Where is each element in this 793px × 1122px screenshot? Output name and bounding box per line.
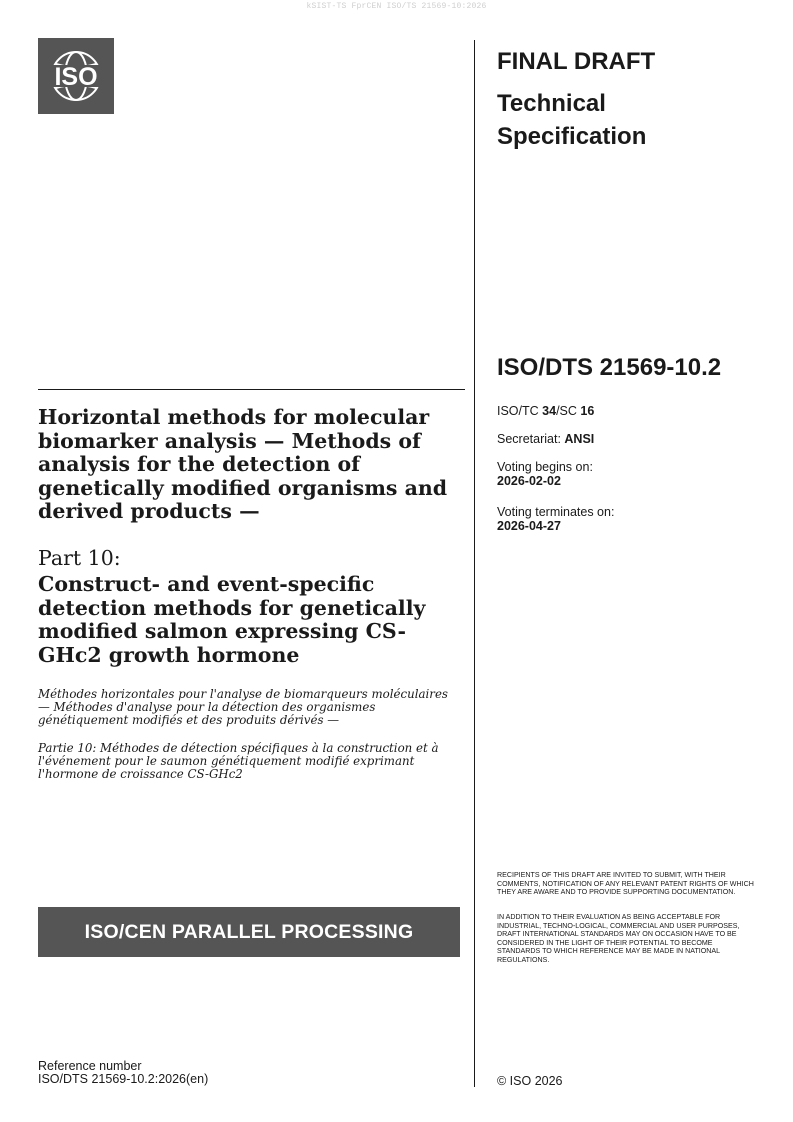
voting-begins-label: Voting begins on: bbox=[497, 460, 593, 474]
voting-begins-date: 2026-02-02 bbox=[497, 474, 561, 488]
document-reference: ISO/DTS 21569-10.2 bbox=[497, 354, 722, 381]
main-title: Horizontal methods for molecular biomarker analysis — Methods of analysis for the detection of genetically modified organisms and derived products — bbox=[38, 405, 448, 523]
copyright: © ISO 2026 bbox=[497, 1074, 563, 1088]
final-draft-label: FINAL DRAFT bbox=[497, 48, 656, 75]
reference-label: Reference number bbox=[38, 1059, 142, 1073]
watermark: kSIST-TS FprCEN ISO/TS 21569-10:2026 bbox=[306, 2, 487, 11]
notice-patent: RECIPIENTS OF THIS DRAFT ARE INVITED TO SUBMIT, WITH THEIR COMMENTS, NOTIFICATION OF ANY RELEVANT PATENT RIGHTS OF WHICH THEY ARE AWARE AND TO PROVIDE SUPPORTING DOCUMENTATION. bbox=[497, 871, 754, 896]
committee: ISO/TC 34/SC 16 bbox=[497, 404, 595, 418]
voting-terminates-label: Voting terminates on: bbox=[497, 505, 615, 519]
iso-logo bbox=[38, 38, 114, 114]
secretariat: Secretariat: ANSI bbox=[497, 432, 595, 446]
reference-number: ISO/DTS 21569-10.2:2026(en) bbox=[38, 1072, 209, 1086]
iso-logo-text: ISO bbox=[54, 63, 98, 91]
parallel-processing-banner: ISO/CEN PARALLEL PROCESSING bbox=[38, 907, 460, 957]
voting-terminates bbox=[497, 505, 614, 533]
column-divider bbox=[474, 40, 475, 1087]
reference-block bbox=[38, 1060, 208, 1086]
part-title: Construct- and event-specific detection methods for genetically modified salmon expressing CS-GHc2 growth hormone bbox=[38, 572, 426, 667]
french-title: Méthodes horizontales pour l'analyse de biomarqueurs moléculaires — Méthodes d'analyse pour la détection des organismes génétiquement modifiés et des produits dérivés — bbox=[38, 687, 448, 727]
document-type: Technical Specification bbox=[497, 90, 647, 150]
voting-begins bbox=[497, 460, 593, 488]
title-divider bbox=[38, 389, 465, 390]
part-label: Part 10: bbox=[38, 546, 121, 570]
french-part-title: Partie 10: Méthodes de détection spécifiques à la construction et à l'événement pour le saumon génétiquement modifié exprimant l'hormone de croissance CS-GHc2 bbox=[38, 741, 439, 781]
voting-terminates-date: 2026-04-27 bbox=[497, 519, 561, 533]
notice-evaluation: IN ADDITION TO THEIR EVALUATION AS BEING ACCEPTABLE FOR INDUSTRIAL, TECHNO-LOGICAL, COMMERCIAL AND USER PURPOSES, DRAFT INTERNATIONAL STANDARDS MAY ON OCCASION HAVE TO BE CONSIDERED IN THE LIGHT OF THEIR POTENTIAL TO BECOME STANDARDS TO WHICH REFERENCE MAY BE MADE IN NATIONAL REGULATIONS. bbox=[497, 913, 740, 964]
